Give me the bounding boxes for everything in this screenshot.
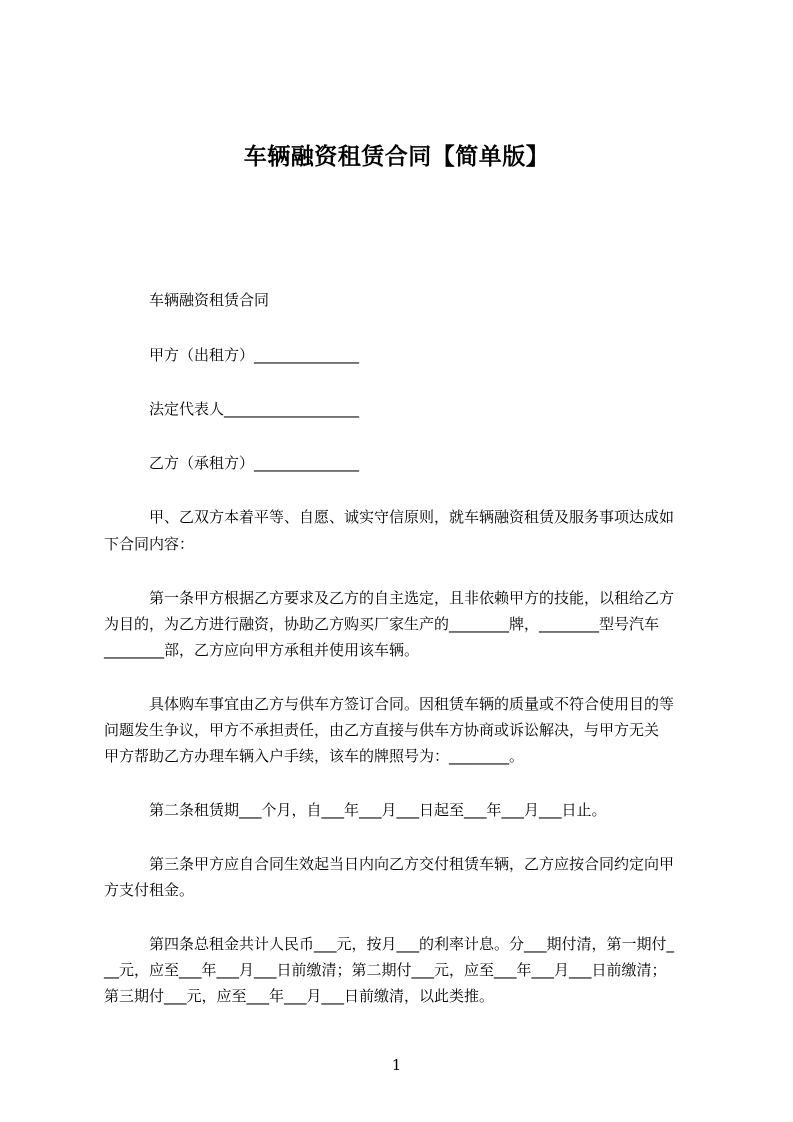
document-title: 车辆融资租赁合同【简单版】 [243,144,550,170]
text-line: 甲方帮助乙方办理车辆入户手续，该车的牌照号为：________。 [104,747,525,765]
text-line: 问题发生争议，甲方不承担责任，由乙方直接与供车方协商或诉讼解决，与甲方无关 [104,721,660,739]
text-line: 具体购车事宜由乙方与供车方签订合同。因租赁车辆的质量或不符合使用目的等 [104,695,675,713]
text-line: 下合同内容： [104,535,195,553]
text-line: 为目的，为乙方进行融资，协助乙方购买厂家生产的________牌，________型号汽车 [104,615,660,633]
text-line: 甲、乙双方本着平等、自愿、诚实守信原则，就车辆融资租赁及服务事项达成如 [104,508,675,526]
text-line: 第一条甲方根据乙方要求及乙方的自主选定，且非依赖甲方的技能，以租给乙方 [104,589,675,607]
text-line: __元，应至___年___月___日前缴清；第二期付___元，应至___年___月___日前缴清； [104,961,667,979]
text-line: 第二条租赁期___个月，自___年___月___日起至___年___月___日止。 [104,801,607,819]
text-line: 第三期付___元，应至___年___月___日前缴清，以此类推。 [104,987,495,1005]
text-line: ________部，乙方应向甲方承租并使用该车辆。 [104,641,420,659]
text-line: 方支付租金。 [104,881,195,899]
page-number: 1 [391,1056,402,1074]
text-line: 第四条总租金共计人民币___元，按月___的利率计息。分___期付清，第一期付_ [104,935,675,953]
text-line: 法定代表人__________________ [104,400,360,418]
text-line: 第三条甲方应自合同生效起当日内向乙方交付租赁车辆，乙方应按合同约定向甲 [104,855,675,873]
text-line: 甲方（出租方）______________ [104,346,360,364]
text-line: 乙方（承租方）______________ [104,454,360,472]
text-line: 车辆融资租赁合同 [104,291,270,309]
